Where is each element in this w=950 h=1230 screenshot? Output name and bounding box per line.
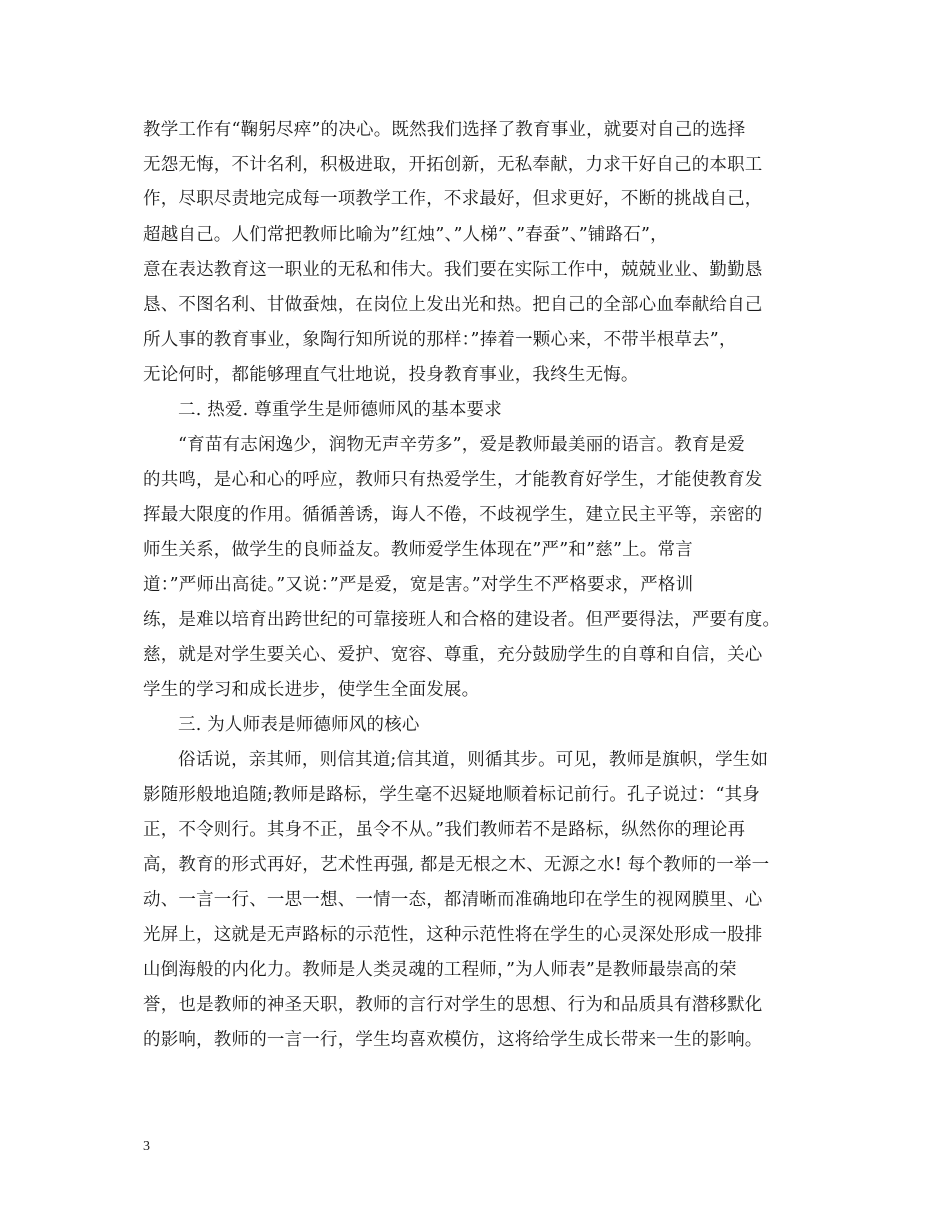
text-line: 山倒海般的内化力。教师是人类灵魂的工程师，”为人师表”是教师最崇高的荣	[143, 960, 737, 980]
page-number: 3	[143, 1139, 150, 1154]
text-line: 作，尽职尽责地完成每一项教学工作，不求最好，但求更好，不断的挑战自己，	[143, 189, 763, 209]
text-line: 教学工作有“鞠躬尽瘁”的决心。既然我们选择了教育事业，就要对自己的选择	[143, 120, 746, 140]
text-line: 无论何时，都能够理直气壮地说，投身教育事业，我终生无悔。	[143, 365, 639, 385]
text-line: 慈，就是对学生要关心、爱护、宽容、尊重，充分鼓励学生的自尊和自信，关心	[143, 645, 763, 665]
text-line: 意在表达教育这一职业的无私和伟大。我们要在实际工作中，兢兢业业、勤勤恳	[143, 260, 763, 280]
text-line: 影随形般地追随;教师是路标，学生毫不迟疑地顺着标记前行。孔子说过：“其身	[143, 785, 761, 805]
text-line: 挥最大限度的作用。循循善诱，诲人不倦，不歧视学生，建立民主平等，亲密的	[143, 505, 763, 525]
text-line: 恳、不图名利、甘做蚕烛，在岗位上发出光和热。把自己的全部心血奉献给自己	[143, 295, 763, 315]
section-heading: 二. 热爱. 尊重学生是师德师风的基本要求	[178, 400, 502, 420]
text-line: 所人事的教育事业，象陶行知所说的那样：”捧着一颗心来，不带半根草去”，	[143, 330, 737, 350]
text-line: 高，教育的形式再好，艺术性再强, 都是无根之木、无源之水! 每个教师的一举一	[143, 855, 770, 875]
text-line: 俗话说，亲其师，则信其道;信其道，则循其步。可见，教师是旗帜，学生如	[178, 750, 769, 770]
text-line: 道：”严师出高徒。”又说：”严是爱，宽是害。”对学生不严格要求，严格训	[143, 575, 694, 595]
text-line: 练，是难以培育出跨世纪的可靠接班人和合格的建设者。但严要得法，严要有度。	[143, 610, 781, 630]
text-line: 师生关系，做学生的良师益友。教师爱学生体现在”严”和”慈”上。常言	[143, 540, 693, 560]
text-line: 学生的学习和成长进步，使学生全面发展。	[143, 680, 480, 700]
text-line: “育苗有志闲逸少，润物无声辛劳多”，爱是教师最美丽的语言。教育是爱	[178, 435, 745, 455]
text-line: 的共鸣，是心和心的呼应，教师只有热爱学生，才能教育好学生，才能使教育发	[143, 470, 763, 490]
text-line: 超越自己。人们常把教师比喻为”红烛”、”人梯”、”春蚕”、”铺路石”，	[143, 225, 668, 245]
text-line: 动、一言一行、一思一想、一情一态，都清晰而准确地印在学生的视网膜里、心	[143, 890, 763, 910]
section-heading: 三. 为人师表是师德师风的核心	[178, 715, 420, 735]
text-line: 无怨无悔，不计名利，积极进取，开拓创新，无私奉献，力求干好自己的本职工	[143, 155, 763, 175]
text-line: 光屏上，这就是无声路标的示范性，这种示范性将在学生的心灵深处形成一股排	[143, 925, 763, 945]
text-line: 正，不令则行。其身不正，虽令不从。”我们教师若不是路标，纵然你的理论再	[143, 820, 746, 840]
text-line: 誉，也是教师的神圣天职，教师的言行对学生的思想、行为和品质具有潜移默化	[143, 995, 763, 1015]
text-line: 的影响，教师的一言一行，学生均喜欢模仿，这将给学生成长带来一生的影响。	[143, 1030, 763, 1050]
